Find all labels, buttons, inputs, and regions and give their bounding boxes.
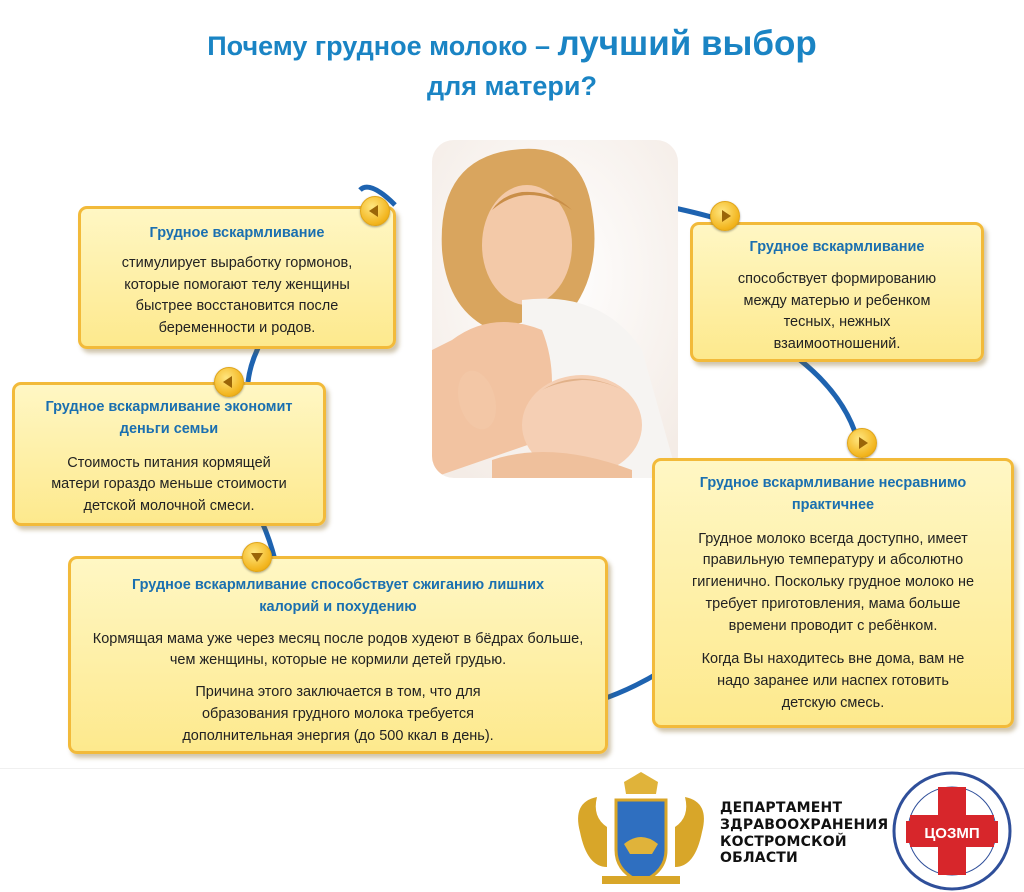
arrow-left-icon [214,367,244,397]
card-heading: Грудное вскармливание несравнимо практичнее [699,475,967,513]
card-text: Грудное молоко всегда доступно, имеет правильную температуру и абсолютно гигиенично. Поскольку грудное молоко не требует приготовления, мама больше времени проводит с ребёнком. [691,530,975,634]
card-heading: Грудное вскармливание экономит деньги семьи [45,399,293,437]
card-money [12,382,326,526]
mother-baby-photo [432,140,678,478]
department-name: ДЕПАРТАМЕНТ ЗДРАВООХРАНЕНИЯ КОСТРОМСКОЙ ОБЛАСТИ [720,800,889,867]
title-emphasis: лучший выбор [557,24,817,63]
card-heading: Грудное вскармливание [749,239,925,255]
logo-text: ЦОЗМП [924,825,980,842]
card-text: Когда Вы находитесь вне дома, вам не надо заранее или наспех готовить детскую смесь. [701,651,965,711]
czmp-logo [888,770,1016,892]
card-text: стимулирует выработку гормонов, которые помогают телу женщины быстрее восстановится после беременности и родов. [121,254,353,336]
card-practical [652,458,1014,728]
arrow-right-icon [710,201,740,231]
card-text: Кормящая мама уже через месяц после родов худеют в бёдрах больше, чем женщины, которые не кормили детей грудью. [92,630,584,669]
coat-of-arms-icon [572,772,710,892]
arrow-down-icon [242,542,272,572]
card-heading: Грудное вскармливание способствует сжиганию лишних калорий и похудению [131,577,545,615]
card-text: Причина этого заключается в том, что для образования грудного молока требуется дополнительная энергия (до 500 ккал в день). [182,684,494,744]
card-heading: Грудное вскармливание [149,225,325,241]
arrow-right-icon [847,428,877,458]
card-text: способствует формированию между матерью и ребенком тесных, нежных взаимоотношений. [737,270,937,352]
footer-divider [0,768,1024,769]
card-hormones [78,206,396,349]
title-line2: для матери? [426,70,597,101]
arrow-left-icon [360,196,390,226]
card-calories [68,556,608,754]
title-line1: Почему грудное молоко – [207,31,558,61]
card-text: Стоимость питания кормящей матери гораздо меньше стоимости детской молочной смеси. [51,454,287,514]
card-bond [690,222,984,362]
